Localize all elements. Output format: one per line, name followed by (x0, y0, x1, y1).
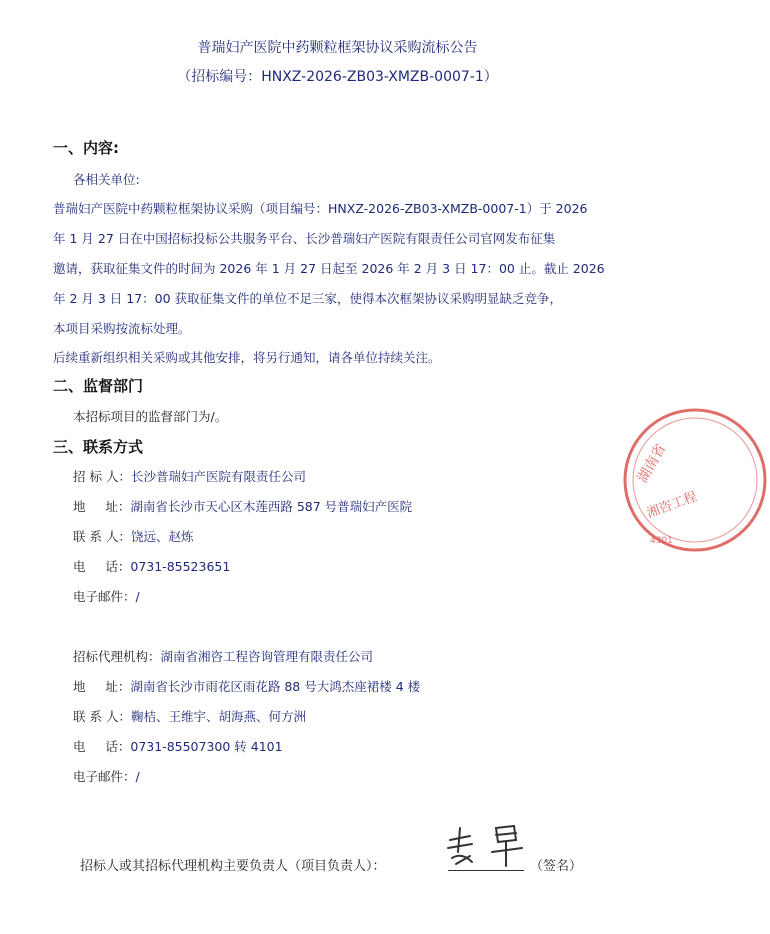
agency-phone: 0731-85507300 转 4101 (130, 739, 283, 754)
tenderer-phone: 0731-85523651 (130, 559, 231, 574)
tenderer-address: 湖南省长沙市天心区木莲西路 587 号普瑞妇产医院 (130, 499, 413, 514)
agency-contact-row (73, 707, 306, 725)
svg-text:4301: 4301 (650, 536, 673, 546)
agency-phone-row (73, 737, 283, 755)
agency-contact: 鞠桔、王维宇、胡海燕、何方洲 (130, 709, 306, 724)
agency-name: 湖南省湘咨工程咨询管理有限责任公司 (160, 649, 374, 664)
contact-label: 联 系 人： (73, 529, 131, 544)
svg-text:湘咨工程: 湘咨工程 (645, 489, 700, 522)
address-label: 地 址： (73, 499, 131, 514)
signature-line (448, 870, 524, 871)
tenderer-contact: 饶远、赵炼 (130, 529, 194, 544)
tenderer-email: / (135, 589, 140, 604)
content-line-5: 本项目采购按流标处理。 (53, 321, 191, 336)
section-contact-heading: 三、联系方式 (53, 438, 144, 456)
tenderer-email-row (73, 587, 140, 605)
email-label: 电子邮件： (73, 769, 136, 784)
email-label: 电子邮件： (73, 589, 136, 604)
tenderer-contact-row (73, 527, 193, 545)
company-seal-stamp (620, 405, 770, 555)
agency-email: / (135, 769, 140, 784)
agency-label: 招标代理机构： (73, 649, 161, 664)
tenderer-label: 招 标 人： (73, 469, 131, 484)
phone-label: 电 话： (73, 559, 131, 574)
content-line-6: 后续重新组织相关采购或其他安排，将另行通知，请各单位持续关注。 (53, 350, 441, 365)
tender-code: （招标编号：HNXZ-2026-ZB03-XMZB-0007-1） (177, 69, 498, 85)
tenderer-address-row (73, 497, 412, 515)
svg-text:湖南省: 湖南省 (634, 441, 670, 486)
agency-address: 湖南省长沙市雨花区雨花路 88 号大鸿杰座裙楼 4 楼 (130, 679, 421, 694)
supervision-text: 本招标项目的监督部门为/。 (73, 409, 228, 424)
notice-title: 普瑞妇产医院中药颗粒框架协议采购流标公告 (197, 40, 478, 56)
tenderer-phone-row (73, 557, 230, 575)
signature-label: 招标人或其招标代理机构主要负责人（项目负责人）： (80, 859, 386, 874)
section-supervision-heading: 二、监督部门 (53, 377, 144, 395)
contact-label: 联 系 人： (73, 709, 131, 724)
agency-row (73, 647, 373, 665)
phone-label: 电 话： (73, 739, 131, 754)
content-line-4: 年 2 月 3 日 17：00 获取征集文件的单位不足三家，使得本次框架协议采购明显缺乏竞争， (53, 291, 563, 306)
content-line-3: 邀请，获取征集文件的时间为 2026 年 1 月 27 日起至 2026 年 2 月 3 日 17：00 止。截止 2026 (53, 261, 605, 276)
address-label: 地 址： (73, 679, 131, 694)
salutation: 各相关单位: (73, 172, 140, 187)
content-line-1: 普瑞妇产医院中药颗粒框架协议采购（项目编号：HNXZ-2026-ZB03-XMZB-0007-1）于 2026 (53, 201, 588, 216)
tenderer-name: 长沙普瑞妇产医院有限责任公司 (130, 469, 306, 484)
tenderer-row (73, 467, 306, 485)
section-content-heading: 一、内容: (53, 139, 119, 157)
signature-suffix: （签名） (530, 859, 583, 874)
agency-email-row (73, 767, 140, 785)
agency-address-row (73, 677, 420, 695)
content-line-2: 年 1 月 27 日在中国招标投标公共服务平台、长沙普瑞妇产医院有限责任公司官网发布征集 (53, 231, 556, 246)
